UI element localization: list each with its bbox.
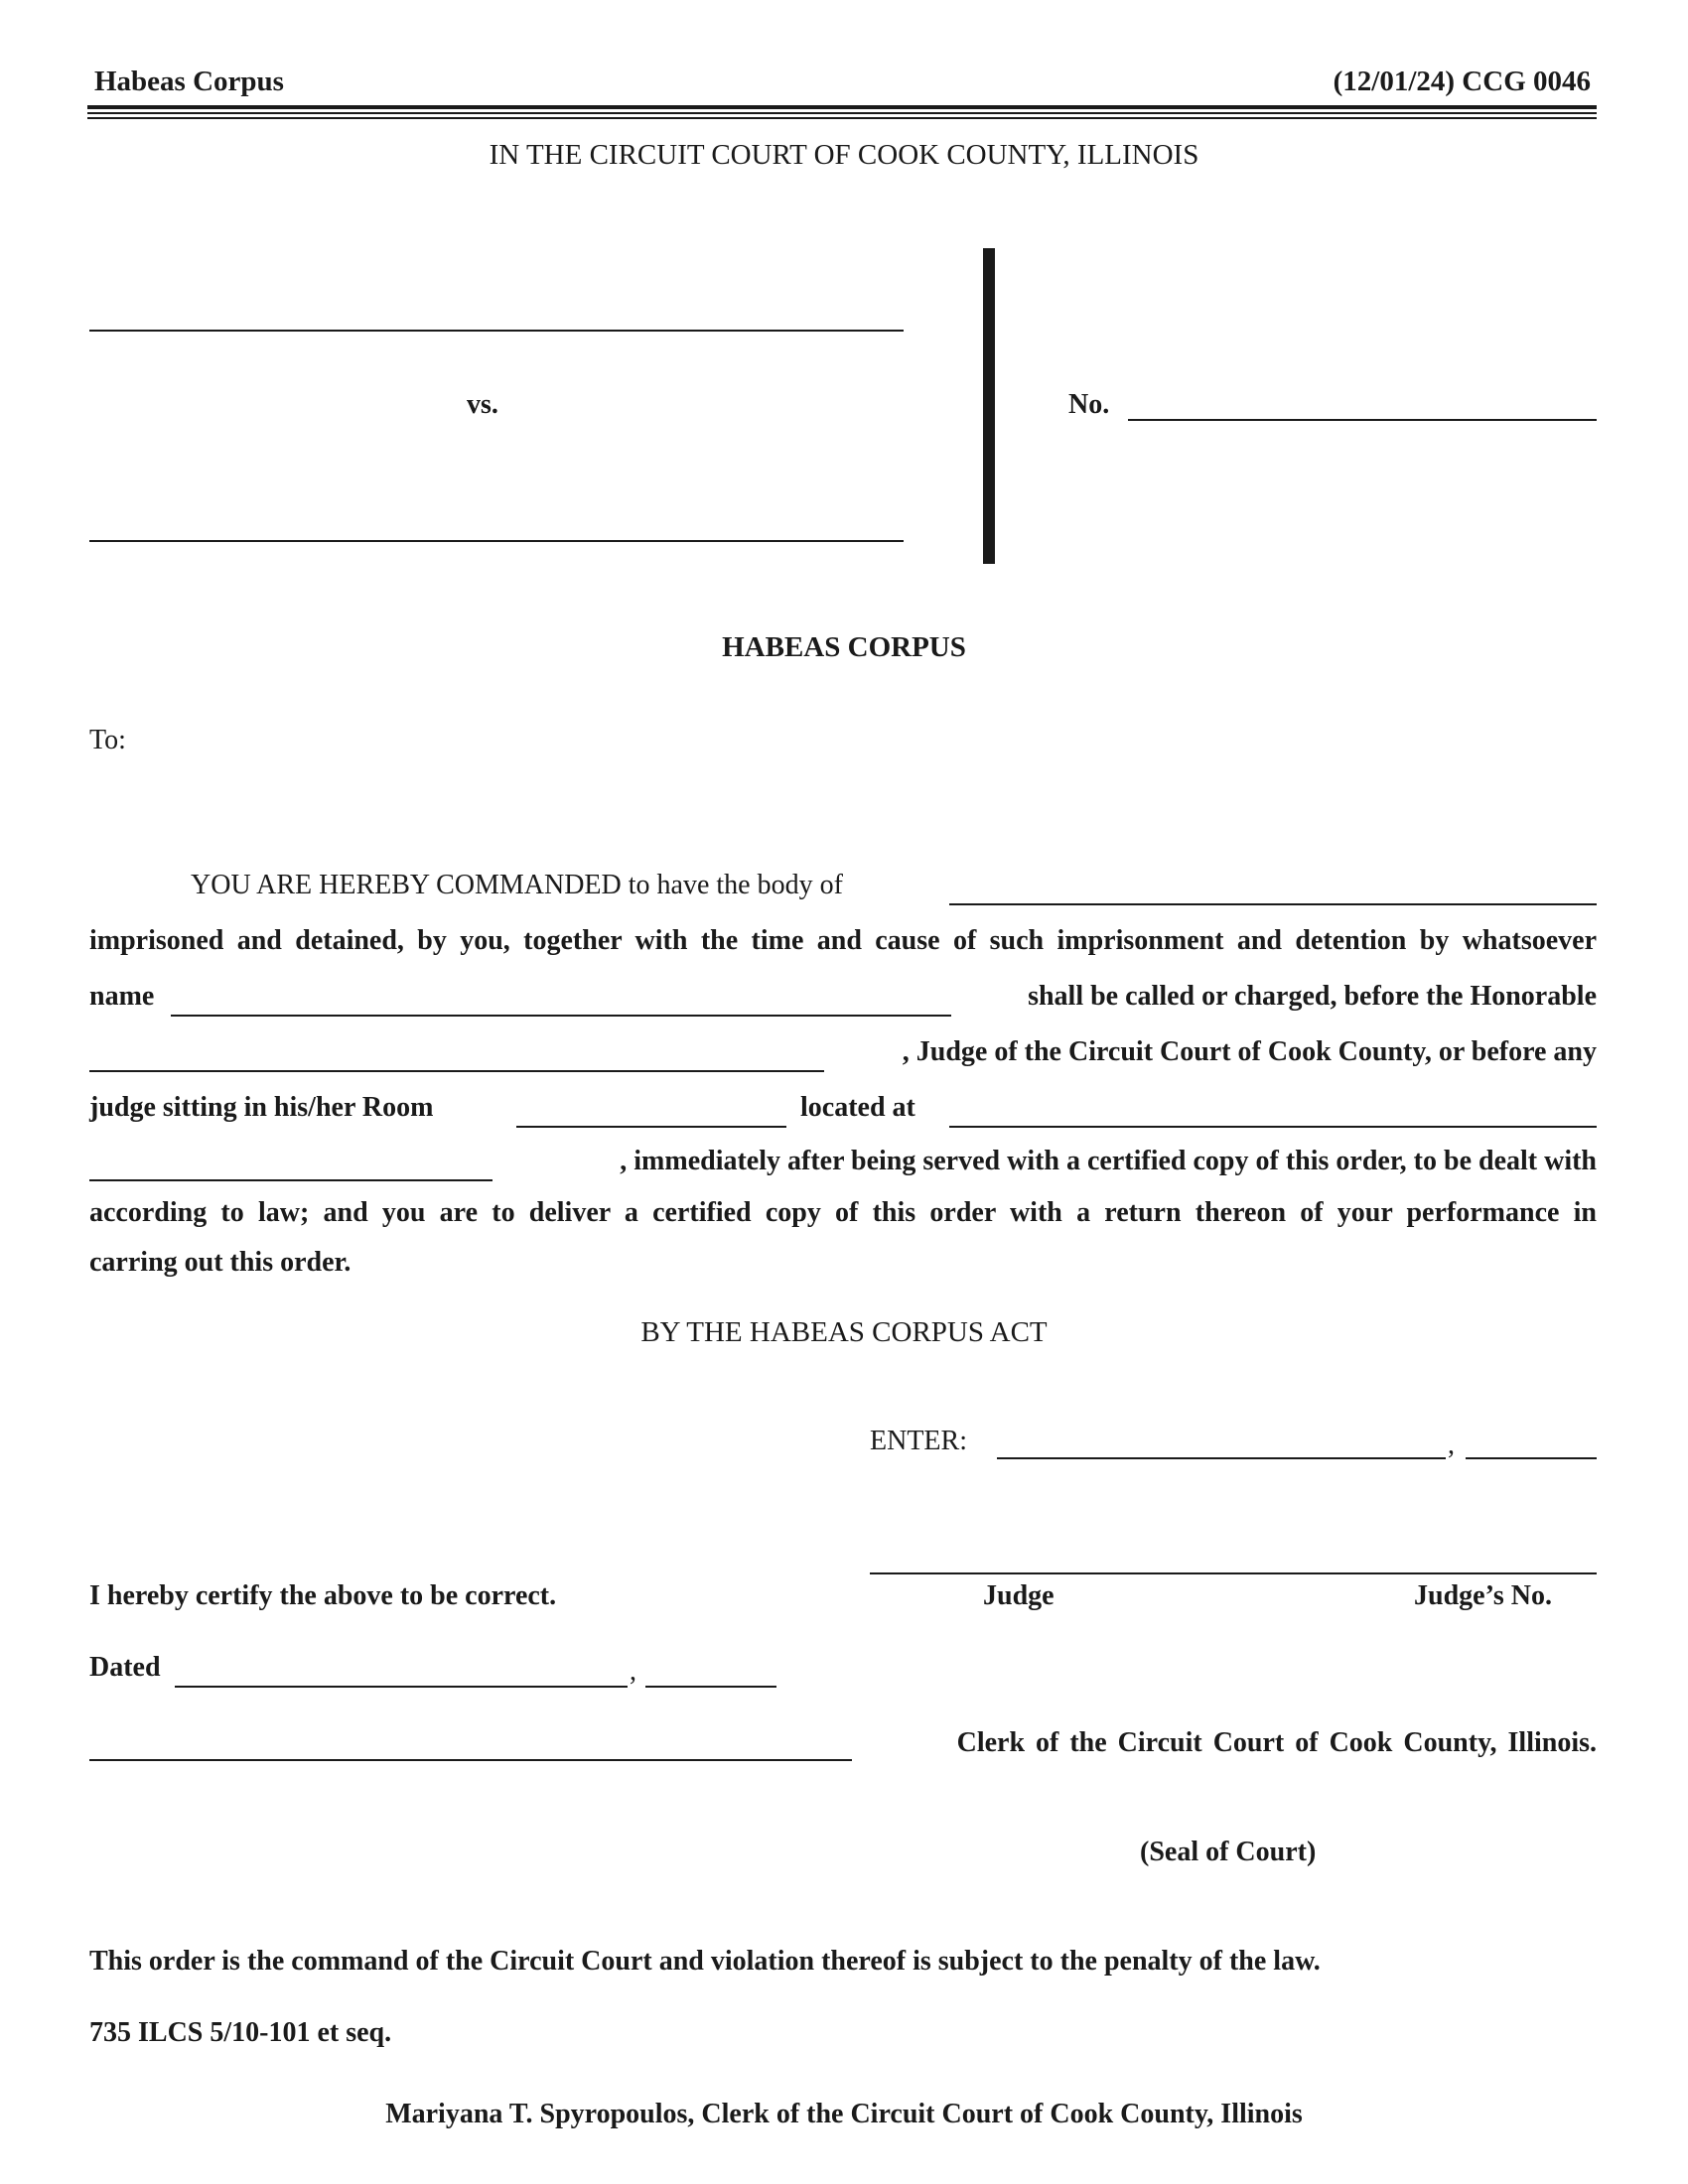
body-line-7: according to law; and you are to deliver a certified copy of this order with a return thereon of your performance in bbox=[89, 1197, 1597, 1228]
vs-label: vs. bbox=[467, 389, 498, 420]
room-label: judge sitting in his/her Room bbox=[89, 1092, 434, 1123]
dated-comma: , bbox=[630, 1656, 636, 1687]
detainee-name-line[interactable] bbox=[949, 903, 1597, 905]
located-label: located at bbox=[800, 1092, 915, 1123]
clerk-signature-line[interactable] bbox=[89, 1759, 852, 1761]
dated-date-line[interactable] bbox=[175, 1686, 628, 1688]
body-line-2: imprisoned and detained, by you, together with the time and cause of such imprisonment and detention by whatsoever bbox=[89, 925, 1597, 956]
clerk-label: Clerk of the Circuit Court of Cook County, Illinois. bbox=[956, 1727, 1597, 1758]
enter-date-line[interactable] bbox=[997, 1457, 1446, 1459]
enter-year-line[interactable] bbox=[1466, 1457, 1597, 1459]
document-title: HABEAS CORPUS bbox=[722, 631, 966, 663]
header-rule-bottom bbox=[87, 117, 1597, 119]
defendant-line[interactable] bbox=[89, 540, 904, 542]
form-name: Habeas Corpus bbox=[94, 66, 284, 97]
header-rule-middle bbox=[87, 112, 1597, 114]
header-rule-top bbox=[87, 105, 1597, 109]
statute-citation: 735 ILCS 5/10-101 et seq. bbox=[89, 2017, 392, 2048]
court-title: IN THE CIRCUIT COURT OF COOK COUNTY, ILLINOIS bbox=[489, 139, 1199, 171]
caption-divider bbox=[983, 248, 995, 564]
room-number-line[interactable] bbox=[516, 1126, 786, 1128]
location-line-2[interactable] bbox=[89, 1179, 492, 1181]
body-line-1 bbox=[89, 870, 1597, 901]
case-number-line[interactable] bbox=[1128, 419, 1597, 421]
name-label: name bbox=[89, 981, 155, 1012]
honorable-text: shall be called or charged, before the Honorable bbox=[1028, 981, 1597, 1012]
command-text: YOU ARE HEREBY COMMANDED to have the body of bbox=[191, 870, 843, 900]
to-label: To: bbox=[89, 725, 126, 755]
body-line-8: carring out this order. bbox=[89, 1247, 352, 1278]
certify-statement: I hereby certify the above to be correct. bbox=[89, 1580, 557, 1611]
dated-label: Dated bbox=[89, 1652, 161, 1683]
seal-label: (Seal of Court) bbox=[1140, 1837, 1317, 1867]
judge-label: Judge bbox=[983, 1580, 1055, 1611]
form-code: (12/01/24) CCG 0046 bbox=[1333, 66, 1591, 97]
case-no-label: No. bbox=[1068, 389, 1110, 420]
judge-name-line[interactable] bbox=[89, 1070, 824, 1072]
judge-court-text: , Judge of the Circuit Court of Cook County, or before any bbox=[902, 1036, 1597, 1067]
plaintiff-line[interactable] bbox=[89, 330, 904, 332]
clerk-footer: Mariyana T. Spyropoulos, Clerk of the Circuit Court of Cook County, Illinois bbox=[385, 2099, 1303, 2129]
judge-signature-line[interactable] bbox=[870, 1572, 1597, 1574]
dated-year-line[interactable] bbox=[645, 1686, 776, 1688]
enter-comma: , bbox=[1448, 1430, 1455, 1460]
alias-name-line[interactable] bbox=[171, 1015, 951, 1017]
location-line-1[interactable] bbox=[949, 1126, 1597, 1128]
authority-text: BY THE HABEAS CORPUS ACT bbox=[640, 1316, 1048, 1348]
penalty-notice: This order is the command of the Circuit Court and violation thereof is subject to the penalty of the law. bbox=[89, 1946, 1321, 1977]
served-text: , immediately after being served with a certified copy of this order, to be dealt with bbox=[620, 1146, 1597, 1176]
enter-label: ENTER: bbox=[870, 1426, 967, 1456]
judge-no-label: Judge’s No. bbox=[1414, 1580, 1552, 1611]
